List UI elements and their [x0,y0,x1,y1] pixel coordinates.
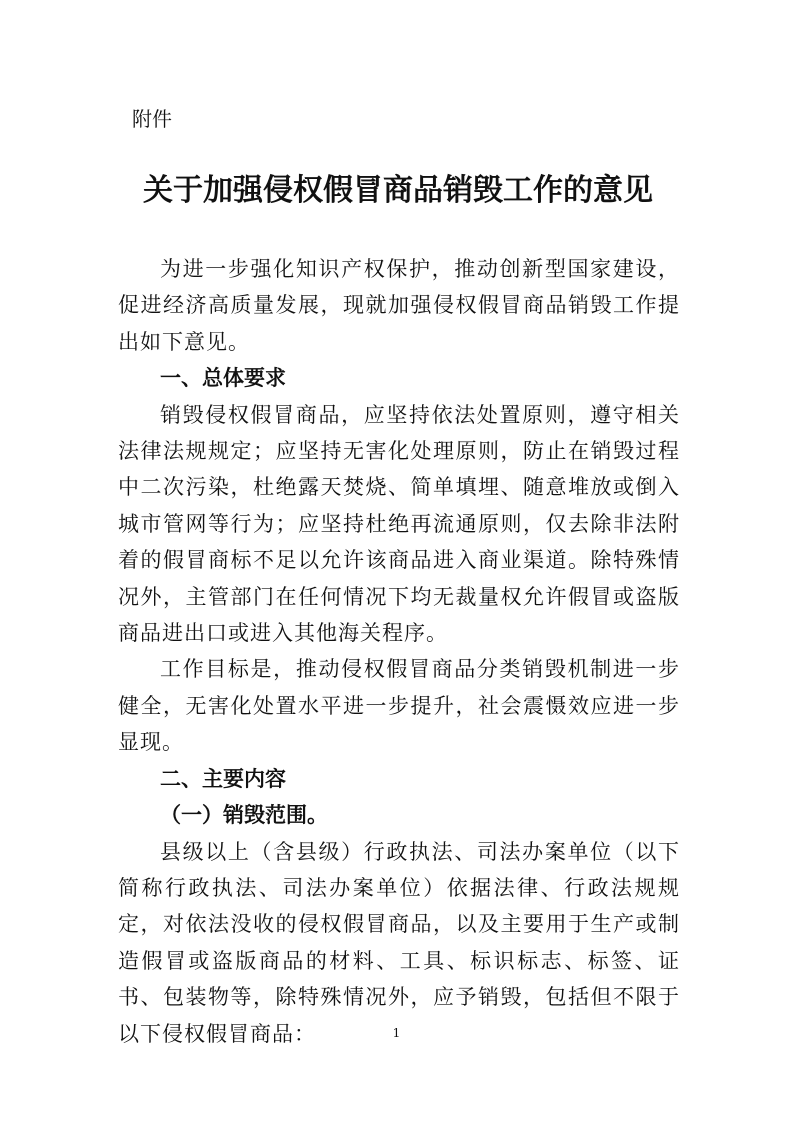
section-heading-general-requirements: 一、总体要求 [160,366,286,391]
document-title: 关于加强侵权假冒商品销毁工作的意见 [143,173,653,208]
page-number: 1 [392,1026,401,1040]
subsection-heading-destruction-scope: （一）销毁范围。 [160,802,328,828]
section-heading-main-content: 二、主要内容 [160,766,286,791]
subsection1-paragraph-scope: 县级以上（含县级）行政执法、司法办案单位（以下简称行政执法、司法办案单位）依据法律、行政法规规定，对依法没收的侵权假冒商品，以及主要用于生产或制造假冒或盗版商品的材料、工具、标识标志、标签、证书、包装物等，除特殊情况外，应予销毁，包括但不限于以下侵权假冒商品： [118,839,680,1046]
section1-paragraph-principles: 销毁侵权假冒商品，应坚持依法处置原则，遵守相关法律法规规定；应坚持无害化处理原则，防止在销毁过程中二次污染，杜绝露天焚烧、简单填埋、随意堆放或倒入城市管网等行为；应坚持杜绝再流通原则，仅去除非法附着的假冒商标不足以允许该商品进入商业渠道。除特殊情况外，主管部门在任何情况下均无裁量权允许假冒或盗版商品进出口或进入其他海关程序。 [118,402,680,646]
document-body [118,251,680,1052]
section1-paragraph-goals: 工作目标是，推动侵权假冒商品分类销毁机制进一步健全，无害化处置水平进一步提升，社会震慑效应进一步显现。 [118,657,680,755]
intro-paragraph: 为进一步强化知识产权保护，推动创新型国家建设，促进经济高质量发展，现就加强侵权假冒商品销毁工作提出如下意见。 [118,257,680,354]
attachment-label: 附件 [132,107,172,131]
